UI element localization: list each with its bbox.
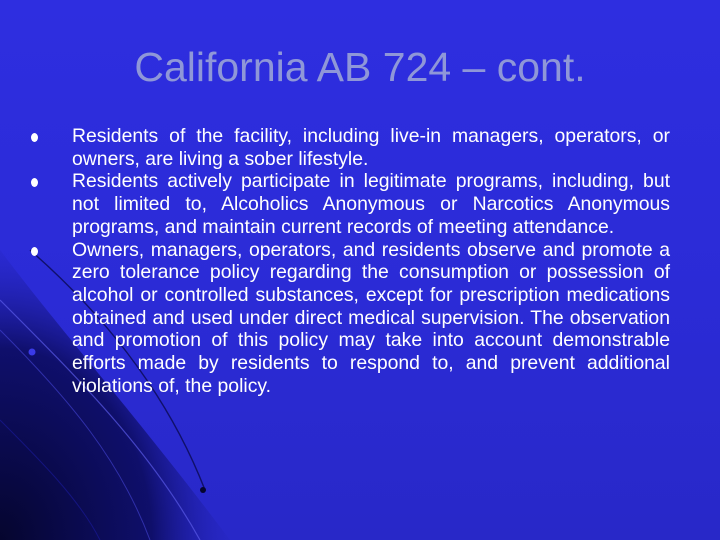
bullet-text: Residents actively participate in legitimate programs, including, but not limited to, Alcoholics Anonymous or Narcotics Anonymous programs, and maintain current records of meeting attendance. [72,170,670,238]
bullet-item [72,239,670,398]
bullet-text: Owners, managers, operators, and residents observe and promote a zero tolerance policy regarding the consumption or possession of alcohol or controlled substances, except for prescription medications obtained and used under direct medical supervision. The observation and promotion of this policy may take into account demonstrable efforts made by residents to respond to, and prevent additional violations of, the policy. [72,238,670,397]
decor-dot-1 [29,349,36,356]
bullet-item [72,170,670,238]
decor-dot-2 [200,487,206,493]
bullet-item [72,125,670,170]
bullet-list [72,125,670,397]
bullet-dot-icon [31,133,38,142]
bullet-text: Residents of the facility, including live-in managers, operators, or owners, are living a sober lifestyle. [72,125,670,170]
slide-title: California AB 724 – cont. [134,44,586,90]
bullet-dot-icon [31,247,38,256]
